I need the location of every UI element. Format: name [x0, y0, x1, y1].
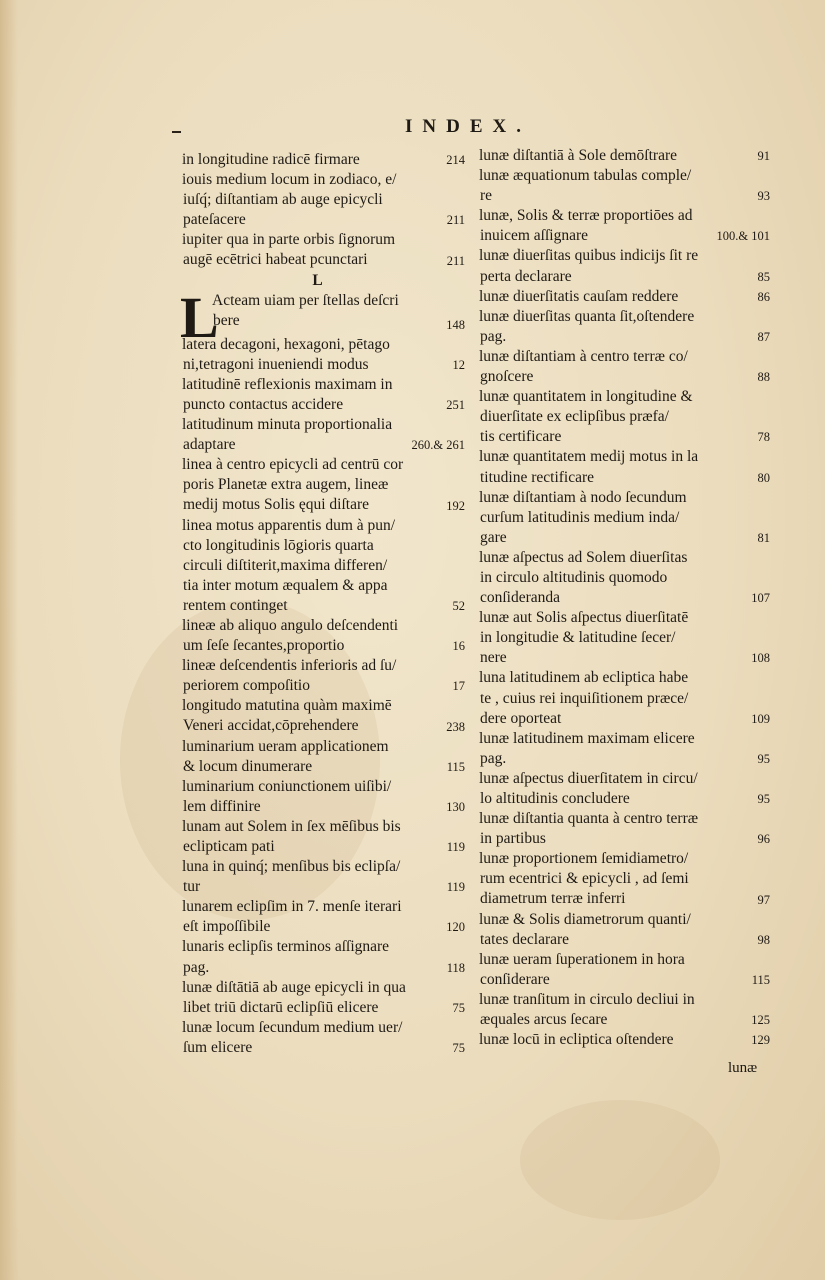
index-entry-text: iupiter qua in parte orbis ſignorum augē ecētrici habeat pcunctari [182, 231, 396, 269]
index-entry-text: lunæ quantitatem medij motus in la titudine rectificare [479, 448, 699, 486]
index-entry [480, 1030, 770, 1050]
index-entry [183, 857, 465, 897]
catchword: lunæ [728, 1060, 758, 1076]
index-entry-text: lunæ diſtantiā à Sole demōſtrare [479, 147, 678, 164]
page-number: 17 [452, 679, 465, 694]
index-entry [480, 809, 770, 849]
index-entry-text: Acteam uiam per ſtellas deſcri bere [212, 291, 399, 329]
margin-dash-mark [172, 131, 181, 133]
index-entry [480, 206, 770, 246]
letter-heading: L [312, 271, 323, 289]
index-entry [183, 230, 465, 270]
page-number: 214 [446, 153, 465, 168]
index-entry [480, 166, 770, 206]
index-entry [480, 246, 770, 286]
page-number: 85 [757, 269, 770, 284]
index-entry-text: luminarium ueram applicationem & locum dinumerare [182, 737, 389, 775]
index-entry-text: lunæ diuerſitas quanta ſit,oſtendere pag. [479, 307, 695, 345]
index-entry-text: luminarium coniunctionem uiſibi/ lem diffinire [182, 777, 392, 815]
index-entry-text: lunæ & Solis diametrorum quanti/ tates declarare [479, 910, 691, 948]
index-entry [480, 548, 770, 608]
page-number: 87 [757, 329, 770, 344]
index-entry [183, 1018, 465, 1058]
page-number: 251 [446, 398, 465, 413]
page-number: 115 [446, 759, 465, 774]
page-number: 98 [757, 932, 770, 947]
index-entry-text: latera decagoni, hexagoni, pētago ni,tetragoni inueniendi modus [182, 335, 390, 373]
page-number: 125 [751, 1013, 770, 1028]
index-entry [480, 729, 770, 769]
index-entry-text: luna in quinq́; menſibus bis eclipſa/ tur [182, 858, 401, 896]
page-number: 95 [757, 792, 770, 807]
index-entry-text: lunæ aſpectus ad Solem diuerſitas in circulo altitudinis quomodo conſideranda [479, 548, 688, 607]
index-entry [183, 455, 465, 515]
running-head: INDEX. [405, 116, 531, 137]
index-entry [183, 737, 465, 777]
index-entry-text: lineæ deſcendentis inferioris ad ſu/ periorem compoſitio [182, 657, 397, 695]
index-entry-text: lunæ æquationum tabulas comple/ re [479, 167, 692, 205]
index-entry-text: lunæ aut Solis aſpectus diuerſitatē in longitudie & latitudine ſecer/ nere [479, 609, 689, 667]
page-number: 120 [446, 920, 465, 935]
index-entry [183, 170, 465, 230]
page-number: 211 [446, 253, 465, 268]
index-entry [183, 777, 465, 817]
paper-stain [520, 1100, 720, 1220]
index-entry-text: lunæ diſtantia quanta à centro terræ in partibus [479, 810, 699, 848]
index-entry [480, 910, 770, 950]
index-entry-text: in longitudine radicē firmare [182, 151, 360, 168]
index-entry-text: longitudo matutina quàm maximē Veneri accidat,cōprehendere [182, 697, 392, 735]
decorated-initial: L [180, 284, 219, 350]
index-entry [183, 978, 465, 1018]
page-number: 78 [757, 430, 770, 445]
index-entry [480, 347, 770, 387]
index-entry [183, 897, 465, 937]
index-entry-text: lunæ diſtantiam à centro terræ co/ gnoſcere [479, 347, 688, 386]
page-number: 16 [452, 639, 465, 654]
index-entry-text: lunæ, Solis & terræ proportiōes ad inuicem aſſignare [479, 207, 693, 245]
index-entry [480, 849, 770, 909]
index-entry [480, 608, 770, 668]
page-number: 129 [751, 1033, 770, 1048]
index-entry-text: lunæ locum ſecundum medium uer/ ſum elicere [182, 1018, 403, 1056]
index-column-left [180, 150, 465, 1058]
page-number: 81 [757, 530, 770, 545]
index-entry-text: lunæ diſtātiā ab auge epicycli in qua libet triū dictarū eclipſiū elicere [182, 978, 406, 1016]
index-entry [480, 146, 770, 166]
page-number: 88 [757, 370, 770, 385]
index-entry-text: lunæ aſpectus diuerſitatem in circu/ lo altitudinis concludere [479, 769, 698, 807]
index-entry-text: iouis medium locum in zodiaco, e/ iuſq́; diſtantiam ab auge epicycli pateſacere [182, 171, 397, 229]
index-entry-text: lunæ diſtantiam à nodo ſecundum curſum latitudinis medium inda/ gare [479, 488, 687, 546]
index-entry [480, 950, 770, 990]
index-entry-text: lineæ ab aliquo angulo deſcendenti um ſeſe ſecantes,proportio [182, 616, 399, 655]
page-number: 93 [757, 189, 770, 204]
page-number: 80 [757, 470, 770, 485]
index-entry [480, 769, 770, 809]
index-entry [480, 668, 770, 728]
page-number: 91 [757, 149, 770, 164]
index-entry [183, 516, 465, 616]
page-number: 119 [446, 880, 465, 895]
page-number: 100.& 101 [716, 229, 770, 244]
page-edge-shadow [0, 0, 18, 1280]
page-number: 96 [757, 832, 770, 847]
index-entry [183, 150, 465, 170]
index-entry [183, 817, 465, 857]
index-entry-text: latitudinē reflexionis maximam in puncto contactus accidere [182, 375, 393, 413]
index-entry-text: lunæ proportionem ſemidiametro/ rum ecentrici & epicycli , ad ſemi diametrum terræ inferri [479, 850, 689, 908]
index-entry-text: lunam aut Solem in ſex mēſibus bis eclipticam pati [182, 817, 401, 855]
page-number: 148 [446, 317, 465, 332]
index-entry [480, 447, 770, 487]
page-number: 107 [751, 591, 770, 606]
page-number: 108 [751, 651, 770, 666]
index-entry-text: lunæ tranſitum in circulo decliui in æquales arcus ſecare [479, 990, 695, 1029]
page-number: 75 [452, 1041, 465, 1056]
index-entry [480, 990, 770, 1030]
index-entry [183, 616, 465, 656]
page-number: 97 [757, 892, 770, 907]
index-entry-text: lunarem eclipſim in 7. menſe iterari eſt impoſſibile [182, 898, 402, 936]
index-entry [183, 937, 465, 977]
index-entry-text: lunæ diuerſitas quibus indicijs ſit re perta declarare [479, 247, 699, 285]
page-number: 109 [751, 711, 770, 726]
index-entry [183, 415, 465, 455]
index-entry [480, 287, 770, 307]
page-number: 238 [446, 719, 465, 734]
page-number: 260.& 261 [411, 438, 465, 453]
page-number: 192 [446, 498, 465, 513]
page-number: 118 [446, 960, 465, 975]
index-entry [480, 488, 770, 548]
page-number: 95 [757, 751, 770, 766]
index-entry-text: lunæ quantitatem in longitudine & diuerſitate ex eclipſibus præfa/ tis certificare [479, 388, 693, 446]
page-number: 86 [757, 289, 770, 304]
index-entry [183, 696, 465, 736]
page-number: 75 [452, 1000, 465, 1015]
page-number: 12 [452, 357, 465, 372]
index-entry [180, 284, 465, 350]
index-entry-text: latitudinum minuta proportionalia adaptare [182, 416, 393, 454]
page-number: 130 [446, 799, 465, 814]
index-entry [480, 307, 770, 347]
index-entry-text: lunæ diuerſitatis cauſam reddere [479, 287, 679, 305]
page-number: 211 [446, 213, 465, 228]
index-entry-text: lunaris eclipſis terminos aſſignare pag. [182, 938, 390, 976]
index-entry-text: lunæ latitudinem maximam elicere pag. [479, 729, 695, 767]
index-entry-text: lunæ locū in ecliptica oſtendere [479, 1031, 674, 1049]
index-entry-text: linea motus apparentis dum à pun/ cto longitudinis lōgioris quarta circuli diſtiterit,maxima differen/ tia inter motum æqualem & appa rentem continget [182, 516, 396, 614]
page-number: 115 [751, 972, 770, 987]
index-entry-text: lunæ ueram ſuperationem in hora conſiderare [479, 950, 685, 988]
index-entry [183, 375, 465, 415]
page-number: 119 [446, 840, 465, 855]
index-column-right [480, 146, 770, 1050]
index-entry-text: luna latitudinem ab ecliptica habe te , cuius rei inquiſitionem præce/ dere oporteat [479, 669, 689, 727]
index-entry [183, 335, 465, 375]
index-entry [183, 656, 465, 696]
page-number: 52 [452, 598, 465, 613]
index-entry-text: linea à centro epicycli ad centrū cor poris Planetæ extra augem, lineæ medij motus Solis ęqui diſtare [182, 456, 404, 514]
index-entry [480, 387, 770, 447]
